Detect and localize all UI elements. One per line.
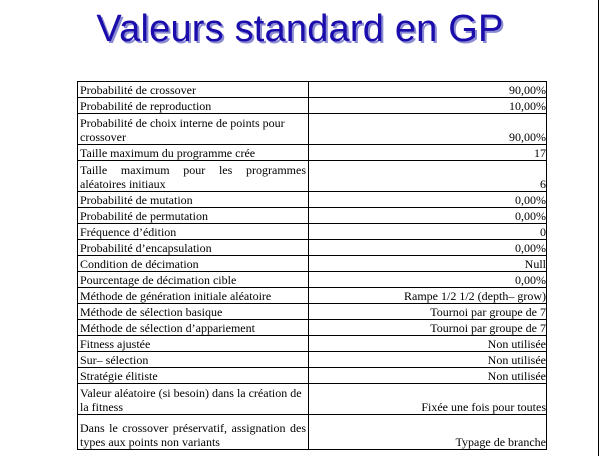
table-row — [78, 320, 547, 336]
table-row — [78, 208, 547, 224]
parameter-name: Méthode de sélection basique — [78, 304, 309, 320]
parameter-name: Probabilité de crossover — [78, 82, 309, 98]
parameter-name: Fitness ajustée — [78, 336, 309, 352]
parameter-name: Valeur aléatoire (si besoin) dans la création de la fitness — [78, 384, 309, 415]
parameter-value: 6 — [309, 161, 547, 192]
parameter-name: Taille maximum pour les programmes aléatoires initiaux — [78, 161, 309, 192]
table-row — [78, 240, 547, 256]
parameter-value: Tournoi par groupe de 7 — [309, 304, 547, 320]
table-row — [78, 415, 547, 450]
parameter-value: 90,00% — [309, 114, 547, 145]
parameter-name: Méthode de sélection d’appariement — [78, 320, 309, 336]
table-row — [78, 336, 547, 352]
parameter-name: Fréquence d’édition — [78, 224, 309, 240]
parameters-table-container — [77, 81, 546, 456]
table-row — [78, 145, 547, 161]
parameter-name: Stratégie élitiste — [78, 368, 309, 384]
parameter-value: Non utilisée — [309, 336, 547, 352]
table-row — [78, 98, 547, 114]
parameter-value: Rampe 1/2 1/2 (depth– grow) — [309, 288, 547, 304]
table-row — [78, 272, 547, 288]
parameter-value: 0 — [309, 224, 547, 240]
parameter-value: Non utilisée — [309, 352, 547, 368]
parameters-table — [77, 81, 547, 450]
parameter-value: Typage de branche — [309, 415, 547, 450]
parameter-value: 17 — [309, 145, 547, 161]
table-row — [78, 352, 547, 368]
parameter-value: 10,00% — [309, 98, 547, 114]
parameter-value: 0,00% — [309, 272, 547, 288]
table-row — [78, 224, 547, 240]
parameter-value: 90,00% — [309, 82, 547, 98]
slide-right-border — [598, 0, 599, 456]
table-row — [78, 304, 547, 320]
parameter-value: 0,00% — [309, 240, 547, 256]
parameter-name: Pourcentage de décimation cible — [78, 272, 309, 288]
parameter-name: Probabilité de mutation — [78, 192, 309, 208]
parameter-name: Probabilité de choix interne de points pour crossover — [78, 114, 309, 145]
parameter-value: Fixée une fois pour toutes — [309, 384, 547, 415]
table-row — [78, 192, 547, 208]
parameter-value: 0,00% — [309, 208, 547, 224]
parameter-name: Probabilité de reproduction — [78, 98, 309, 114]
parameter-name: Probabilité de permutation — [78, 208, 309, 224]
parameter-value: Non utilisée — [309, 368, 547, 384]
parameter-name: Sur– sélection — [78, 352, 309, 368]
slide-title: Valeurs standard en GP — [96, 8, 504, 50]
table-row — [78, 288, 547, 304]
parameter-value: Null — [309, 256, 547, 272]
parameter-name: Méthode de génération initiale aléatoire — [78, 288, 309, 304]
parameter-value: Tournoi par groupe de 7 — [309, 320, 547, 336]
table-row — [78, 384, 547, 415]
table-row — [78, 161, 547, 192]
parameter-name: Taille maximum du programme crée — [78, 145, 309, 161]
table-row — [78, 82, 547, 98]
parameter-name: Probabilité d’encapsulation — [78, 240, 309, 256]
table-row — [78, 256, 547, 272]
parameter-name: Dans le crossover préservatif, assignation des types aux points non variants — [78, 415, 309, 450]
table-row — [78, 114, 547, 145]
parameter-name: Condition de décimation — [78, 256, 309, 272]
parameter-value: 0,00% — [309, 192, 547, 208]
table-row — [78, 368, 547, 384]
